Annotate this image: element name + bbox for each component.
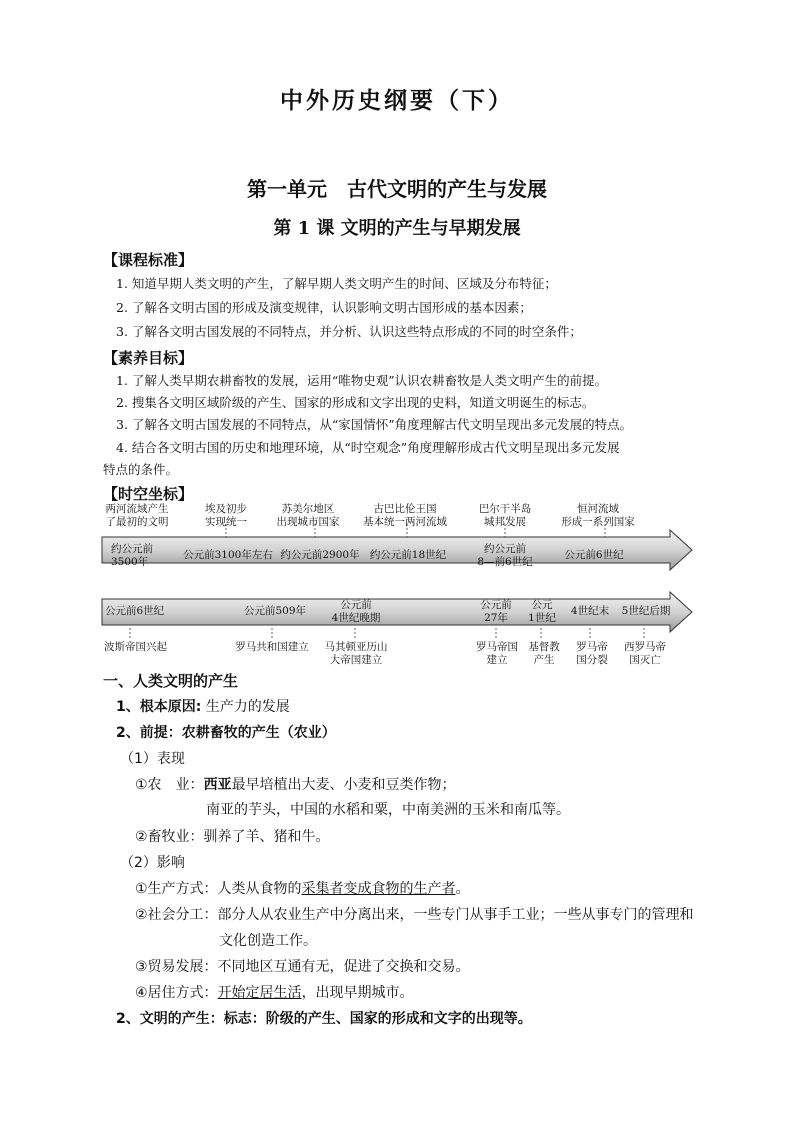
literacy-item: 1. 了解人类早期农耕畜牧的发展，运用“唯物史观”认识农耕畜牧是人类文明产生的前提。 — [116, 373, 608, 388]
literacy-item: 3. 了解各文明古国发展的不同特点，从“家国情怀”角度理解古代文明呈现出多元发展的特点。 — [116, 417, 633, 432]
timeline-event: 罗马帝国 建立 — [476, 641, 518, 666]
timeline-date: 公元前 4世纪晚期 — [331, 599, 381, 624]
social-division: ②社会分工：部分人从农业生产中分离出来，一些专门从事手工业；一些从事专门的管理和 — [135, 907, 694, 923]
literacy-item: 4. 结合各文明古国的历史和地理环境，从“时空观念”角度理解形成古代文明呈现出多元发展 — [116, 440, 620, 455]
timeline-event: 罗马帝 国分裂 — [576, 641, 608, 666]
timeline-date: 约公元前 3500年 — [111, 543, 153, 568]
impact-heading: （2）影响 — [120, 855, 185, 871]
timeline-date: 公元 1世纪 — [528, 599, 556, 624]
agriculture-line: ①农 业：西亚最早培植出大麦、小麦和豆类作物； — [135, 777, 456, 793]
timeline-date: 约公元前2900年 — [280, 549, 360, 561]
timeline-event: 罗马共和国建立 — [235, 641, 309, 653]
root-cause: 1、根本原因: 生产力的发展 — [116, 699, 290, 715]
living-mode: ④居住方式：开始定居生活，出现早期城市。 — [135, 985, 414, 1001]
timeline-date: 公元前509年 — [243, 605, 307, 617]
premise-heading: 2、前提：农耕畜牧的产生（农业） — [116, 725, 336, 741]
curriculum-item: 3. 了解各文明古国发展的不同特点，并分析、认识这些特点形成的不同的时空条件； — [116, 324, 582, 339]
section-heading: 一、人类文明的产生 — [103, 672, 239, 690]
page-title: 中外历史纲要（下） — [280, 87, 514, 114]
timeline-event: 恒河流域 形成一系列国家 — [561, 503, 635, 528]
production-mode: ①生产方式：人类从食物的采集者变成食物的生产者。 — [135, 881, 470, 897]
trade-development: ③贸易发展：不同地区互通有无，促进了交换和交易。 — [135, 959, 470, 975]
timeline-heading: 【时空坐标】 — [103, 485, 194, 503]
animal-husbandry: ②畜牧业：驯养了羊、猪和牛。 — [135, 829, 330, 845]
performance-heading: （1）表现 — [120, 751, 185, 767]
lesson-title: 第 1 课 文明的产生与早期发展 — [273, 218, 521, 239]
timeline-connectors — [100, 524, 694, 644]
timeline-date: 约公元前18世纪 — [369, 549, 447, 561]
civilization-emergence: 2、文明的产生：标志：阶级的产生、国家的形成和文字的出现等。 — [116, 1011, 532, 1027]
timeline-event: 基督教 产生 — [528, 641, 560, 666]
timeline-date: 约公元前 8—前6世纪 — [477, 543, 533, 568]
agriculture-line-2: 南亚的芋头，中国的水稻和粟，中南美洲的玉米和南瓜等。 — [206, 802, 570, 818]
timeline-date: 4世纪末 — [570, 605, 610, 617]
timeline-date: 公元前3100年左右 — [183, 549, 273, 561]
timeline-event: 波斯帝国兴起 — [104, 641, 167, 653]
timeline-event: 西罗马帝 国灭亡 — [624, 641, 666, 666]
timeline-date: 公元前6世纪 — [564, 549, 624, 561]
timeline-event: 两河流域产生 了最初的文明 — [105, 503, 169, 528]
literacy-item: 2. 搜集各文明区域阶级的产生、国家的形成和文字出现的史料，知道文明诞生的标志。 — [116, 395, 595, 410]
curriculum-item: 2. 了解各文明古国的形成及演变规律，认识影响文明古国形成的基本因素； — [116, 300, 532, 315]
timeline-event: 巴尔干半岛 城邦发展 — [478, 503, 532, 528]
timeline-event: 古巴比伦王国 基本统一两河流域 — [363, 503, 447, 528]
unit-title: 第一单元 古代文明的产生与发展 — [247, 177, 547, 201]
literacy-item: 特点的条件。 — [103, 462, 179, 477]
timeline-date: 公元前6世纪 — [105, 605, 165, 617]
social-division-2: 文化创造工作。 — [219, 933, 317, 949]
timeline-event: 苏美尔地区 出现城市国家 — [276, 503, 340, 528]
timeline-date: 5世纪后期 — [621, 605, 671, 617]
curriculum-item: 1. 知道早期人类文明的产生，了解早期人类文明产生的时间、区域及分布特征； — [116, 276, 557, 291]
timeline-event: 马其顿亚历山 大帝国建立 — [324, 641, 388, 666]
timeline-event: 埃及初步 实现统一 — [205, 503, 247, 528]
timeline-date: 公元前 27年 — [480, 599, 512, 624]
literacy-heading: 【素养目标】 — [103, 349, 194, 367]
curriculum-heading: 【课程标准】 — [103, 251, 194, 269]
